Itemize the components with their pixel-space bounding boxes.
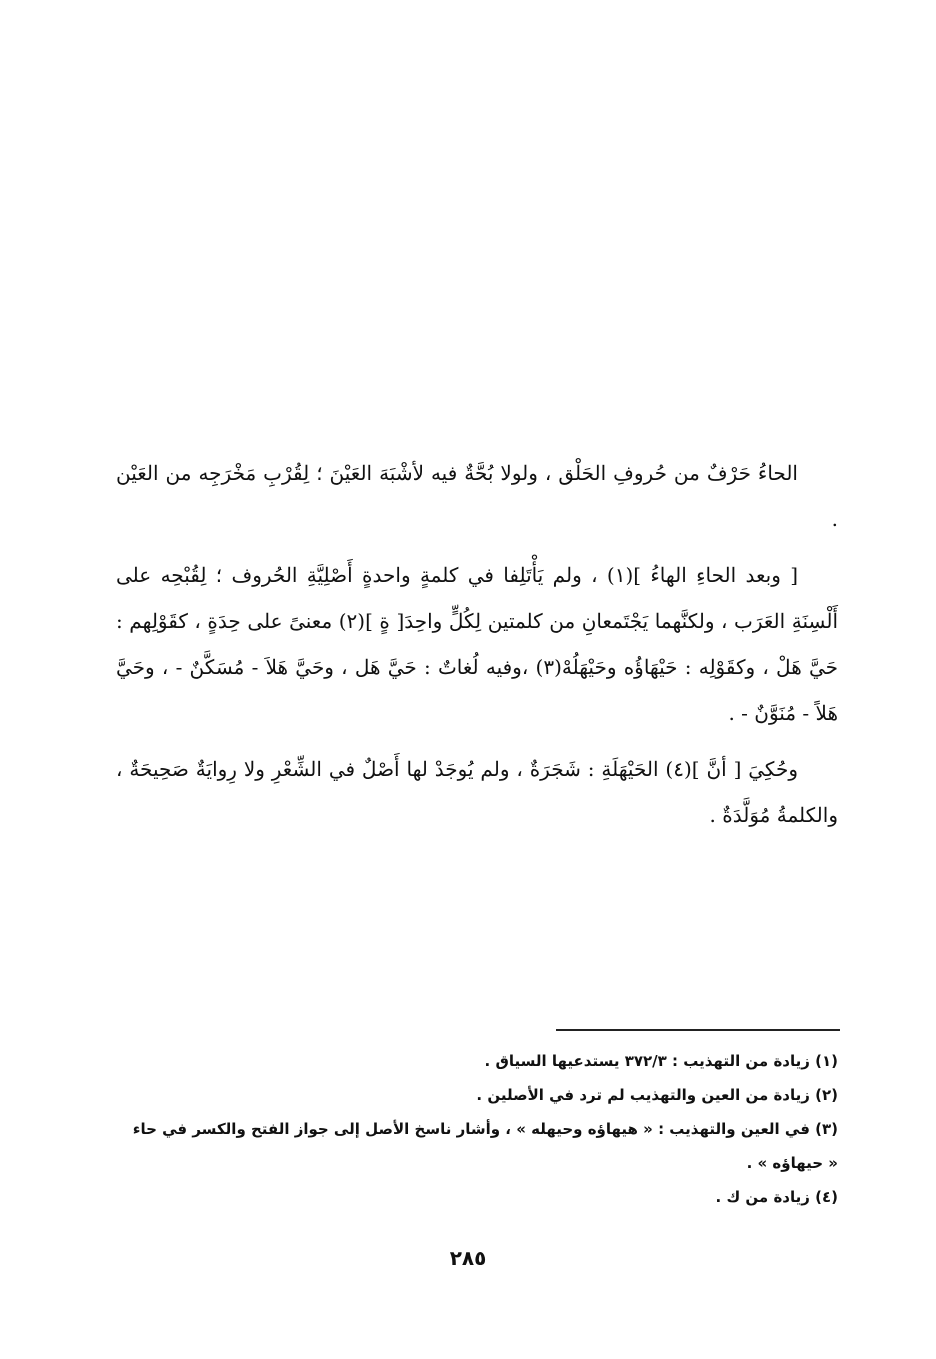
- main-text: [116, 450, 838, 848]
- footnote-divider: [556, 1029, 840, 1031]
- footnote-1: (١) زيادة من التهذيب : ٣٧٢/٣ يستدعيها السياق .: [484, 1052, 838, 1070]
- footnotes: [120, 1044, 838, 1214]
- paragraph-ha-after: [ وبعد الحاءِ الهاءُ ](١) ، ولم يَأْتَلِفا في كلمةٍ واحدةٍ أَصْلِيَّةِ الحُروف ؛ لِقُبْحِه على أَلْسِنَةِ العَرَب ، ولكنَّهما يَجْتَمعانِ من كلمتين لِكُلٍّ واحِدَ[ ةٍ ](٢) معنىً على حِدَةٍ ، كقَوْلِهم : حَيَّ هَلْ ، وكقَوْلِه : حَيْهَاؤُه وحَيْهَلُهْ(٣) ،وفيه لُغاتٌ : حَيَّ هَل ، وحَيَّ هَلاَ - مُسَكَّنٌ - ، وحَيَّ هَلاً - مُنَوَّنٌ - .: [116, 563, 839, 725]
- paragraph-hayhala: وحُكِيَ [ أنَّ ](٤) الحَيْهَلَةِ : شَجَرَةٌ ، ولم يُوجَدْ لها أَصْلٌ في الشِّعْرِ ولا رِوايَةٌ صَحِيحَةٌ ، والكلمةُ مُوَلَّدَةٌ .: [116, 757, 838, 827]
- footnote-4: (٤) زيادة من ك .: [715, 1188, 838, 1206]
- paragraph-ha-letter: الحاءُ حَرْفٌ من حُروفِ الحَلْق ، ولولا بُحَّةٌ فيه لأشْبَهَ العَيْنَ ؛ لِقُرْبِ مَخْرَجِه من العَيْن .: [116, 461, 838, 531]
- page-number: ٢٨٥: [449, 1246, 487, 1270]
- footnote-2: (٢) زيادة من العين والتهذيب لم ترد في الأصلين .: [476, 1086, 838, 1104]
- footnote-3: (٣) في العين والتهذيب : « هيهاؤه وحيهله » ، وأشار ناسخ الأصل إلى جواز الفتح والكسر في حاء « حيهاؤه » .: [132, 1120, 838, 1172]
